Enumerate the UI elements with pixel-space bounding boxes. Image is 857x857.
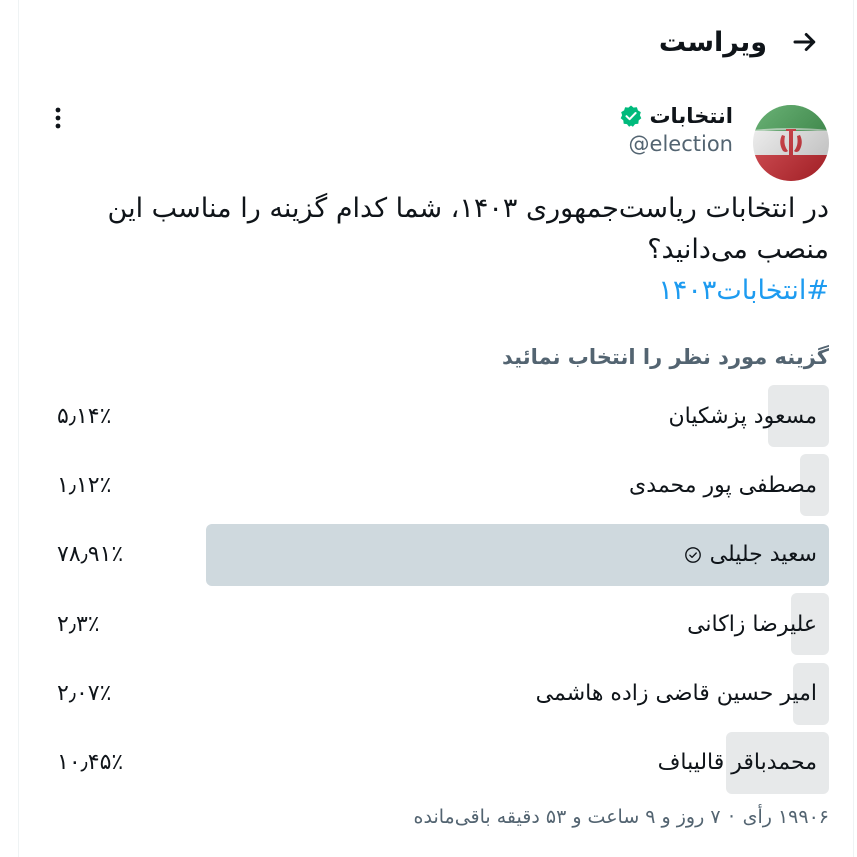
poll-option[interactable] xyxy=(57,663,829,725)
page-header xyxy=(39,14,825,70)
avatar[interactable] xyxy=(753,105,829,181)
author-handle[interactable]: @election xyxy=(628,132,733,156)
poll-option-label xyxy=(684,524,817,586)
poll-option-percent: ۵٫۱۴٪ xyxy=(57,403,112,429)
author-info xyxy=(619,104,733,156)
separator-dot: · xyxy=(728,806,735,828)
poll-option-text: سعید جلیلی xyxy=(709,542,817,568)
poll-option-label xyxy=(536,663,817,725)
hashtag-link[interactable]: #انتخابات۱۴۰۳ xyxy=(658,275,829,306)
author-name-row xyxy=(619,104,733,128)
author-name[interactable]: انتخابات xyxy=(649,104,733,128)
poll-option-text: علیرضا زاکانی xyxy=(687,611,817,637)
check-circle-icon xyxy=(684,546,702,564)
more-vertical-icon xyxy=(54,106,62,130)
poll-option-text: محمدباقر قالیباف xyxy=(657,750,817,776)
iran-flag-icon xyxy=(753,105,829,181)
arrow-right-icon xyxy=(790,27,820,57)
poll-option[interactable] xyxy=(57,593,829,655)
tweet-text xyxy=(43,188,829,311)
poll-option-text: امیر حسین قاضی زاده هاشمی xyxy=(535,681,817,707)
poll xyxy=(57,385,829,801)
poll-option-text: مسعود پزشکیان xyxy=(668,403,817,429)
poll-option-text: مصطفی پور محمدی xyxy=(629,472,817,498)
time-left: ۷ روز و ۹ ساعت و ۵۳ دقیقه باقی‌مانده xyxy=(413,806,721,828)
poll-option[interactable] xyxy=(57,524,829,586)
poll-option-percent: ۷۸٫۹۱٪ xyxy=(57,542,124,568)
poll-footer xyxy=(414,806,829,828)
vote-count: ۱۹۹۰۶ رأی xyxy=(742,806,829,828)
poll-option-label xyxy=(687,593,817,655)
poll-option-percent: ۱۰٫۴۵٪ xyxy=(57,750,124,776)
tweet-detail-page xyxy=(18,0,854,857)
poll-option[interactable] xyxy=(57,385,829,447)
tweet-body: در انتخابات ریاست‌جمهوری ۱۴۰۳، شما کدام گزینه را مناسب این منصب می‌دانید؟ xyxy=(107,193,829,265)
poll-option-percent: ۲٫۳٪ xyxy=(57,611,100,637)
poll-option-percent: ۲٫۰۷٪ xyxy=(57,681,112,707)
poll-option[interactable] xyxy=(57,454,829,516)
back-button[interactable] xyxy=(785,22,825,62)
page-title: ویراست xyxy=(658,26,767,58)
poll-option-label xyxy=(668,385,817,447)
poll-prompt: گزینه مورد نظر را انتخاب نمائید xyxy=(502,345,829,369)
poll-option-percent: ۱٫۱۲٪ xyxy=(57,472,112,498)
poll-option-label xyxy=(629,454,817,516)
poll-option-label xyxy=(658,732,817,794)
more-options-button[interactable] xyxy=(45,104,71,132)
poll-option[interactable] xyxy=(57,732,829,794)
verified-badge-icon xyxy=(619,104,643,128)
